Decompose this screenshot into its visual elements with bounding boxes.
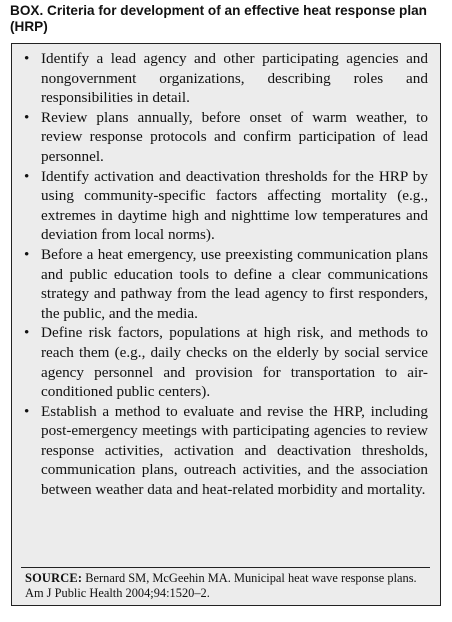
bullet-icon: •: [24, 402, 30, 420]
bullet-icon: •: [24, 167, 30, 185]
source-divider: [21, 567, 430, 568]
source-citation: [25, 571, 435, 601]
bullet-icon: •: [24, 324, 30, 342]
list-item: [24, 167, 428, 245]
list-item-text: Before a heat emergency, use preexisting communication plans and public education tools to define a clear communications strategy and pathway from the lead agency to first responders, the public, and the media.: [41, 245, 428, 322]
bullet-icon: •: [24, 245, 30, 263]
list-item-text: Define risk factors, populations at high risk, and methods to reach them (e.g., daily checks on the elderly by social service agency personnel and provision for transportation to air-conditioned public centers).: [41, 324, 428, 401]
list-item: [24, 108, 428, 167]
list-item: [24, 402, 428, 500]
bullet-icon: •: [24, 108, 30, 126]
source-text: Bernard SM, McGeehin MA. Municipal heat wave response plans. Am J Public Health 2004;94:1520–2.: [25, 571, 417, 600]
list-item: [24, 49, 428, 108]
box-title: BOX. Criteria for development of an effective heat response plan (HRP): [10, 3, 427, 34]
list-item: [24, 245, 428, 323]
bullet-icon: •: [24, 50, 30, 67]
criteria-box: [11, 43, 441, 606]
source-label: SOURCE:: [25, 571, 83, 585]
list-item-text: Establish a method to evaluate and revise the HRP, including post-emergency meetings with participating agencies to review response activities, activation and deactivation thresholds, communication plans, outreach activities, and the association between weather data and heat-related morbidity and mortality.: [41, 402, 428, 499]
list-item-text: Identify activation and deactivation thresholds for the HRP by using community-specific factors affecting mortality (e.g., extremes in daytime high and nighttime low temperatures and deviation from local norms).: [41, 167, 428, 244]
criteria-list: [24, 49, 428, 500]
list-item-text: Identify a lead agency and other participating agencies and nongovernment organizations, describing roles and responsibilities in detail.: [41, 50, 428, 107]
list-item: [24, 323, 428, 401]
list-item-text: Review plans annually, before onset of warm weather, to review response protocols and confirm participation of lead personnel.: [41, 108, 428, 165]
